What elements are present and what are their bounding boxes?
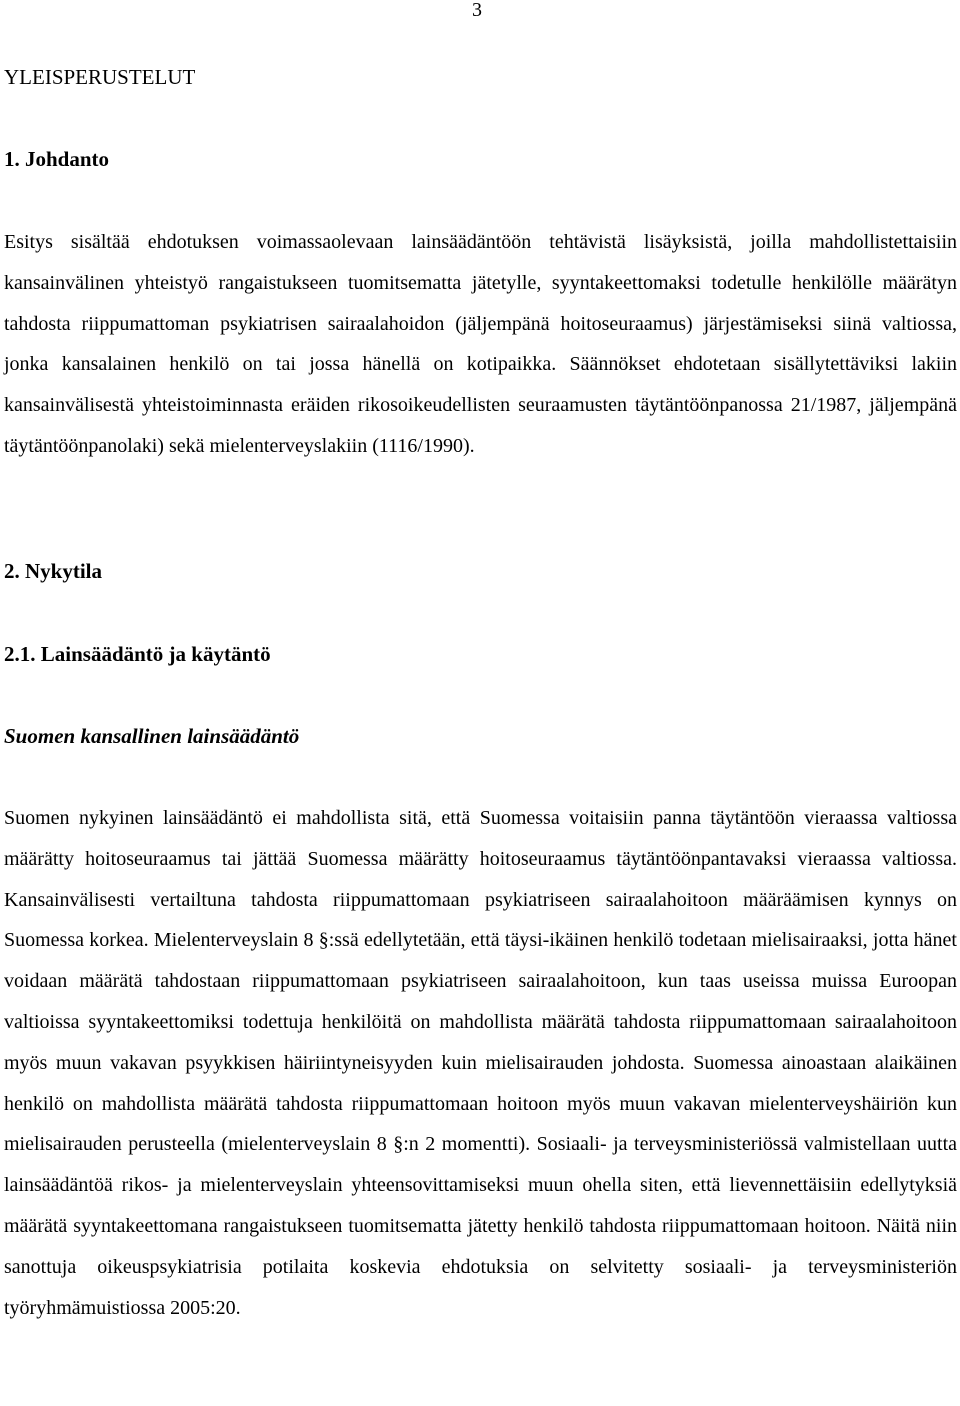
subheading-national-legislation: Suomen kansallinen lainsäädäntö xyxy=(4,724,300,748)
page-number: 3 xyxy=(472,0,482,21)
subsection-heading-legislation: 2.1. Lainsäädäntö ja käytäntö xyxy=(4,642,271,666)
document-title: YLEISPERUSTELUT xyxy=(4,65,196,89)
section-heading-introduction-text: 1. Johdanto xyxy=(4,147,110,171)
national-legislation-paragraph: Suomen nykyinen lainsäädäntö ei mahdollista sitä, että Suomessa voitaisiin panna täytäntöön vieraassa valtiossa määrätty hoitoseuraamus tai jättää Suomessa määrätty hoitoseuraamus täytäntöönpantavaksi vieraassa valtiossa. Kansainvälisesti vertailtuna tahdosta riippumattomaan psykiatriseen sairaalahoitoon määräämisen kynnys on Suomessa korkea. Mielenterveyslain 8 §:ssä edellytetään, että täysi-ikäinen henkilö todetaan mielisairaaksi, jotta hänet voidaan määrätä tahdostaan riippumattomaan psykiatriseen sairaalahoitoon, kun taas useissa muissa Euroopan valtioissa syyntakeettomiksi todettuja henkilöitä on mahdollista määrätä tahdosta riippumattomaan sairaalahoitoon myös muun vakavan psyykkisen häiriintyneisyyden kuin mielisairauden johdosta. Suomessa ainoastaan alaikäinen henkilö on mahdollista määrätä tahdosta riippumattomaan hoitoon myös muun vakavan mielenterveyshäiriön kun mielisairauden perusteella (mielenterveyslain 8 §:n 2 momentti). Sosiaali- ja terveysministeriössä valmistellaan uutta lainsäädäntöä rikos- ja mielenterveyslain yhteensovittamiseksi muun ohella siten, että lievennettäisiin edellytyksiä määrätä syyntakeettomana rangaistukseen tuomitsematta jätetty henkilö tahdosta riippumattomaan hoitoon. Näitä niin sanottuja oikeuspsykiatrisia potilaita koskevia ehdotuksia on selvitetty sosiaali- ja terveysministeriön työryhmämuistiossa 2005:20. xyxy=(4,807,957,1319)
section-heading-introduction xyxy=(4,146,109,172)
introduction-paragraph: Esitys sisältää ehdotuksen voimassaolevaan lainsäädäntöön tehtävistä lisäyksistä, joilla mahdollistettaisiin kansainvälinen yhteistyö rangaistukseen tuomitsematta jätetylle, syyntakeettomaksi todetulle henkilölle määrätyn tahdosta riippumattoman psykiatrisen sairaalahoidon (jäljempänä hoitoseuraamus) järjestämiseksi siinä valtiossa, jonka kansalainen henkilö on tai jossa hänellä on kotipaikka. Säännökset ehdotetaan sisällytettäviksi lakiin kansainvälisestä yhteistoiminnasta eräiden rikosoikeudellisten seuraamusten täytäntöönpanossa 21/1987, jäljempänä täytäntöönpanolaki) sekä mielenterveyslakiin (1116/1990). xyxy=(4,231,957,457)
section-heading-current-state: 2. Nykytila xyxy=(4,559,103,583)
